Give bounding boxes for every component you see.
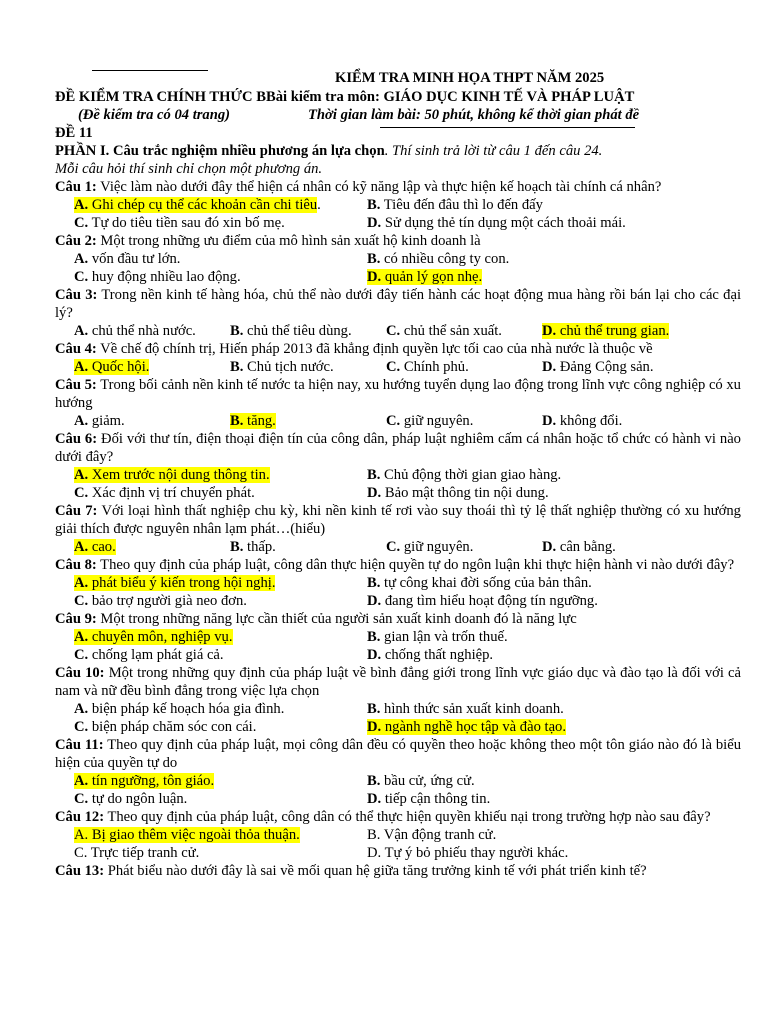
question-text: Trong nền kinh tế hàng hóa, chủ thể nào dưới đây tiến hành các hoạt động mua hàng rồi bán lại cho các đại lý? <box>55 287 741 321</box>
question-10 <box>55 664 741 700</box>
option-c[interactable]: C. Chính phủ. <box>386 359 469 375</box>
option-a[interactable]: A. chuyên môn, nghiệp vụ. <box>74 629 233 645</box>
options-row <box>55 592 741 610</box>
option-b[interactable]: B. Chủ động thời gian giao hàng. <box>367 467 562 483</box>
option-b[interactable]: B. thấp. <box>230 539 276 555</box>
question-number: Câu 2: <box>55 233 97 249</box>
option-b[interactable]: B. bầu cử, ứng cử. <box>367 773 475 789</box>
question-text: Với loại hình thất nghiệp chu kỳ, khi nền kinh tế rơi vào suy thoái thì tỷ lệ thất nghiệp thường có xu hướng giải thích được nguyên nhân lạm phát…(hiểu) <box>55 503 741 537</box>
question-text: Một trong những ưu điểm của mô hình sản xuất hộ kinh doanh là <box>100 233 481 249</box>
question-text: Trong bối cảnh nền kinh tế nước ta hiện nay, xu hướng tuyển dụng lao động trong lĩnh vực công nghiệp có xu hướng <box>55 377 741 411</box>
options-row <box>55 484 741 502</box>
option-c[interactable]: C. giữ nguyên. <box>386 413 474 429</box>
option-a[interactable]: A. phát biểu ý kiến trong hội nghị. <box>74 575 276 591</box>
exam-subject-line: ĐỀ KIỂM TRA CHÍNH THỨC BBài kiểm tra môn: GIÁO DỤC KINH TẾ VÀ PHÁP LUẬT <box>55 89 635 105</box>
question-text: Theo quy định của pháp luật, công dân thực hiện quyền tự do ngôn luận khi thực hiện hành vi nào dưới đây? <box>100 557 735 573</box>
option-c[interactable]: C. Xác định vị trí chuyển phát. <box>74 485 255 501</box>
part-title: PHẦN I. Câu trắc nghiệm nhiều phương án lựa chọn <box>55 143 385 159</box>
question-number: Câu 6: <box>55 431 98 447</box>
options-row <box>55 196 741 214</box>
part-heading <box>55 142 741 160</box>
options-row <box>55 358 741 376</box>
question-number: Câu 9: <box>55 611 97 627</box>
options-row <box>55 700 741 718</box>
option-b[interactable]: B. Tiêu đến đâu thì lo đến đấy <box>367 197 543 213</box>
option-a[interactable]: A. giảm. <box>74 413 125 429</box>
question-number: Câu 8: <box>55 557 97 573</box>
option-c[interactable]: C. tự do ngôn luận. <box>74 791 188 807</box>
options-row <box>55 268 741 286</box>
options-row <box>55 844 741 862</box>
option-b[interactable]: B. Chủ tịch nước. <box>230 359 334 375</box>
option-c[interactable]: C. bảo trợ người già neo đơn. <box>74 593 247 609</box>
question-number: Câu 11: <box>55 737 104 753</box>
question-9 <box>55 610 741 628</box>
option-c[interactable]: C. chống lạm phát giá cả. <box>74 647 224 663</box>
option-a[interactable]: A. vốn đầu tư lớn. <box>74 251 181 267</box>
question-text: Phát biểu nào dưới đây là sai về mối quan hệ giữa tăng trưởng kinh tế với phát triển kinh tế? <box>107 863 647 879</box>
question-12 <box>55 808 741 826</box>
part-instruction: . Thí sinh trả lời từ câu 1 đến câu 24. <box>384 143 603 159</box>
option-a[interactable]: A. chủ thể nhà nước. <box>74 323 196 339</box>
option-c[interactable]: C. giữ nguyên. <box>386 539 474 555</box>
question-6 <box>55 430 741 466</box>
question-text: Một trong những năng lực cần thiết của người sản xuất kinh doanh đó là năng lực <box>100 611 577 627</box>
question-text: Theo quy định của pháp luật, mọi công dân đều có quyền theo hoặc không theo một tôn giáo nào đó là biểu hiện của quyền tự do <box>55 737 742 771</box>
question-3 <box>55 286 741 322</box>
question-number: Câu 12: <box>55 809 105 825</box>
question-number: Câu 10: <box>55 665 105 681</box>
question-1 <box>55 178 741 196</box>
option-b[interactable]: B. Vận động tranh cử. <box>367 827 497 843</box>
options-row <box>55 646 741 664</box>
option-d[interactable]: D. ngành nghề học tập và đào tạo. <box>367 719 566 735</box>
exam-code: ĐỀ 11 <box>55 125 93 141</box>
option-a[interactable]: A. Bị giao thêm việc ngoài thỏa thuận. <box>74 827 300 843</box>
header-rule-left <box>92 70 208 71</box>
options-row <box>55 574 741 592</box>
question-8 <box>55 556 741 574</box>
option-d[interactable]: D. Bảo mật thông tin nội dung. <box>367 485 549 501</box>
question-2 <box>55 232 741 250</box>
option-b[interactable]: B. gian lận và trốn thuế. <box>367 629 508 645</box>
option-d[interactable]: D. Đảng Cộng sản. <box>542 359 654 375</box>
options-row <box>55 826 741 844</box>
question-number: Câu 7: <box>55 503 98 519</box>
question-text: Đối với thư tín, điện thoại điện tín của công dân, pháp luật nghiêm cấm cá nhân hoặc tổ chức có hành vi nào dưới đây? <box>55 431 741 465</box>
option-d[interactable]: D. chống thất nghiệp. <box>367 647 494 663</box>
question-13 <box>55 862 741 880</box>
question-4 <box>55 340 741 358</box>
options-row <box>55 412 741 430</box>
option-d[interactable]: D. chủ thể trung gian. <box>542 323 670 339</box>
option-a[interactable]: A. cao. <box>74 539 116 555</box>
time-limit-note: Thời gian làm bài: 50 phút, không kể thời gian phát đề <box>308 107 640 123</box>
options-row <box>55 214 741 232</box>
option-c[interactable]: C. biện pháp chăm sóc con cái. <box>74 719 257 735</box>
options-row <box>55 466 741 484</box>
question-number: Câu 3: <box>55 287 98 303</box>
option-b[interactable]: B. tự công khai đời sống của bản thân. <box>367 575 592 591</box>
option-a[interactable]: A. Xem trước nội dung thông tin. <box>74 467 270 483</box>
options-row <box>55 790 741 808</box>
question-text: Một trong những quy định của pháp luật về bình đẳng giới trong lĩnh vực giáo dục và đào tạo là đối với cả nam và nữ đều bình đẳng trong việc lựa chọn <box>55 665 741 699</box>
options-row <box>55 718 741 736</box>
exam-body <box>55 142 741 880</box>
options-row <box>55 538 741 556</box>
question-text: Việc làm nào dưới đây thể hiện cá nhân có kỹ năng lập và thực hiện kế hoạch tài chính cá nhân? <box>100 179 662 195</box>
option-d[interactable]: D. cân bằng. <box>542 539 616 555</box>
option-b[interactable]: B. chủ thể tiêu dùng. <box>230 323 352 339</box>
option-a[interactable]: A. biện pháp kế hoạch hóa gia đình. <box>74 701 285 717</box>
option-b[interactable]: B. tăng. <box>230 413 276 429</box>
option-d[interactable]: D. Tự ý bỏ phiếu thay người khác. <box>367 845 569 861</box>
options-row <box>55 322 741 340</box>
question-text: Theo quy định của pháp luật, công dân có thể thực hiện quyền khiếu nại trong trường hợp nào sau đây? <box>107 809 711 825</box>
question-text: Về chế độ chính trị, Hiến pháp 2013 đã khẳng định quyền lực tối cao của nhà nước là thuộc về <box>100 341 653 357</box>
option-d[interactable]: D. không đổi. <box>542 413 623 429</box>
exam-title: KIỂM TRA MINH HỌA THPT NĂM 2025 <box>335 70 605 86</box>
options-row <box>55 772 741 790</box>
option-d[interactable]: D. Sử dụng thẻ tín dụng một cách thoải mái. <box>367 215 626 231</box>
option-c[interactable]: C. Trực tiếp tranh cử. <box>74 845 200 861</box>
option-b[interactable]: B. có nhiều công ty con. <box>367 251 510 267</box>
question-7 <box>55 502 741 538</box>
question-number: Câu 4: <box>55 341 97 357</box>
option-c[interactable]: C. Tự do tiêu tiền sau đó xin bố mẹ. <box>74 215 285 231</box>
question-number: Câu 1: <box>55 179 97 195</box>
option-a[interactable]: A. tín ngưỡng, tôn giáo. <box>74 773 215 789</box>
part-instruction-2: Mỗi câu hỏi thí sinh chỉ chọn một phương án. <box>55 161 323 177</box>
question-number: Câu 5: <box>55 377 97 393</box>
question-number: Câu 13: <box>55 863 105 879</box>
option-d[interactable]: D. quản lý gọn nhẹ. <box>367 269 483 285</box>
options-row <box>55 628 741 646</box>
option-d[interactable]: D. tiếp cận thông tin. <box>367 791 491 807</box>
option-a[interactable]: A. Quốc hội. <box>74 359 150 375</box>
option-d[interactable]: D. đang tìm hiểu hoạt động tín ngưỡng. <box>367 593 598 609</box>
question-5 <box>55 376 741 412</box>
question-11 <box>55 736 741 772</box>
page-count-note: (Đề kiểm tra có 04 trang) <box>78 107 231 123</box>
option-c[interactable]: C. chủ thể sản xuất. <box>386 323 502 339</box>
option-b[interactable]: B. hình thức sản xuất kinh doanh. <box>367 701 564 717</box>
header-rule-right <box>380 127 635 128</box>
option-a[interactable]: A. Ghi chép cụ thể các khoản cần chi tiêu. <box>74 197 321 213</box>
option-c[interactable]: C. huy động nhiều lao động. <box>74 269 241 285</box>
options-row <box>55 250 741 268</box>
